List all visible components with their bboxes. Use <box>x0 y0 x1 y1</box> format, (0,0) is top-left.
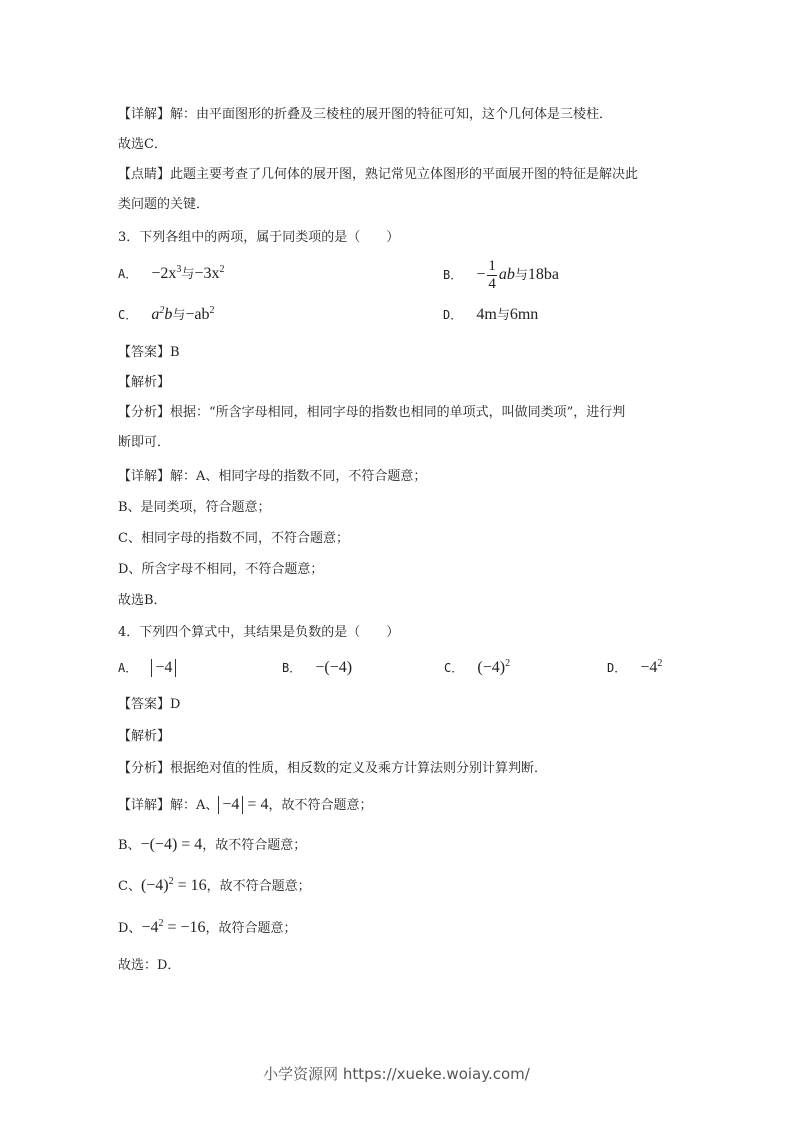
prev-comment-line-1: 【点睛】此题主要考查了几何体的展开图，熟记常见立体图形的平面展开图的特征是解决此 <box>118 167 639 182</box>
question-3-conclusion: 故选B． <box>118 593 167 608</box>
option-expression: $(-4)^2$ <box>477 658 511 676</box>
option-label: A． <box>118 661 138 675</box>
question-3-detail-line: C、相同字母的指数不同，不符合题意； <box>118 531 349 546</box>
option-label: B． <box>443 268 463 283</box>
question-3-analysis-header: 【解析】 <box>118 375 171 390</box>
question-4-detail-c: C、$(-4)^2 = 16$，故不符合题意； <box>118 876 311 894</box>
question-3-stem: 3．下列各组中的两项，属于同类项的是（ ） <box>118 230 400 245</box>
option-expression: $-2x^3$ <box>151 264 182 282</box>
option-label: C． <box>444 661 464 675</box>
prev-choose-line: 故选C． <box>118 137 167 152</box>
question-4-answer: 【答案】D <box>118 697 181 712</box>
question-3-option-d: D． 4m与6mn <box>443 306 539 323</box>
prev-comment-line-2: 类问题的关键． <box>118 197 210 212</box>
question-4-option-b <box>282 658 352 679</box>
question-3-option-c: C． $a^2b$与$-ab^2$ <box>118 305 215 323</box>
question-4-conclusion: 故选：D． <box>118 958 181 973</box>
option-expression: −(−4) <box>315 659 353 676</box>
option-expression: − $\frac{1}{4}$ ab <box>476 258 515 292</box>
option-label: C． <box>118 308 138 322</box>
question-3-answer: 【答案】B <box>118 345 180 360</box>
option-expression: $-4^2$ <box>640 658 663 676</box>
option-label: D． <box>607 661 627 675</box>
question-4-detail-b: B、−(−4) = 4，故不符合题意； <box>118 836 307 853</box>
fraction: $\frac{1}{4}$ <box>488 258 496 292</box>
option-label: D． <box>443 308 463 322</box>
question-4-stem: 4．下列四个算式中，其结果是负数的是（ ） <box>118 625 400 640</box>
question-4-analysis-line: 【分析】根据绝对值的性质，相反数的定义及乘方计算法则分别计算判断． <box>118 761 548 776</box>
question-4-option-a <box>118 658 176 679</box>
question-3-detail-line: B、是同类项，符合题意； <box>118 500 271 515</box>
absolute-value-expression: −4 <box>151 659 176 677</box>
question-4-detail-a: 【详解】解：A、 −4 = 4，故不符合题意； <box>118 796 373 813</box>
question-3-option-b: B． − $\frac{1}{4}$ ab与18ba <box>443 258 560 292</box>
question-3-option-a: A． $-2x^3$与$-3x^2$ <box>118 264 225 282</box>
option-expression: 4m <box>476 306 497 323</box>
question-4-option-c <box>444 658 510 679</box>
question-3-detail-line: 【详解】解：A、相同字母的指数不同，不符合题意； <box>118 469 427 484</box>
option-expression: $a^2b$ <box>151 305 173 323</box>
question-4-analysis-header: 【解析】 <box>118 729 171 744</box>
footer-watermark: 小学资源网 https://xueke.woiay.com/ <box>263 1065 530 1083</box>
absolute-value-expression: −4 <box>218 796 243 814</box>
question-4-detail-d: D、$-4^2 = -16$，故符合题意； <box>118 918 297 936</box>
question-3-analysis-line-2: 断即可． <box>118 435 171 450</box>
option-label: B． <box>282 661 302 675</box>
prev-detail-line: 【详解】解：由平面图形的折叠及三棱柱的展开图的特征可知，这个几何体是三棱柱． <box>118 107 613 122</box>
question-3-detail-line: D、所含字母不相同，不符合题意； <box>118 562 324 577</box>
question-3-analysis-line-1: 【分析】根据：“所含字母相同，相同字母的指数也相同的单项式，叫做同类项”，进行判 <box>118 405 626 420</box>
option-label: A． <box>118 267 138 281</box>
question-4-option-d <box>607 658 662 679</box>
